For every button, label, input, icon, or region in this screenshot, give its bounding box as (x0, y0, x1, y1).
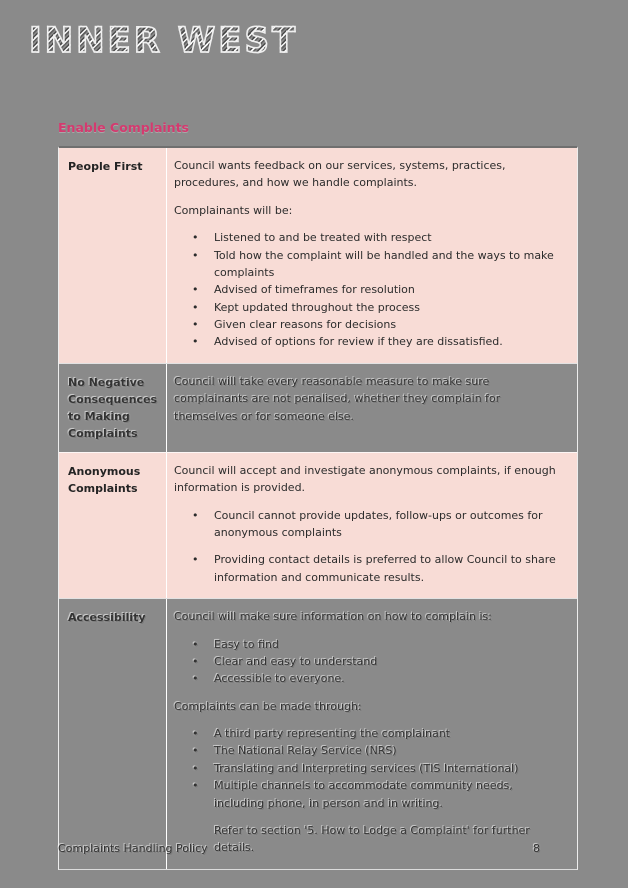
row-content (167, 453, 577, 598)
table-row-people-first (59, 148, 577, 363)
row-label: People First (59, 148, 167, 363)
page-footer (58, 842, 540, 855)
reference-note: Refer to section '5. How to Lodge a Complaint' for further details. (214, 823, 530, 855)
inner-west-logo: INNER WEST (29, 20, 299, 62)
bullet-item: • The National Relay Service (NRS) (214, 742, 565, 759)
bullet-item: • Translating and Interpreting services (TIS International) (214, 760, 565, 777)
bullet-item: • Accessible to everyone. (214, 670, 565, 687)
bullet-list (174, 507, 565, 587)
table-row-no-negative-consequences (59, 363, 577, 452)
bullet-item: • Clear and easy to understand (214, 653, 565, 670)
bullet-item: • Multiple channels to accommodate community needs, including phone, in person and in writing. (214, 777, 565, 812)
row-content (167, 364, 577, 452)
row-label: No Negative Consequences to Making Complaints (59, 364, 167, 452)
paragraph: Council will accept and investigate anonymous complaints, if enough information is provided. (174, 463, 556, 495)
paragraph: Complaints can be made through: (174, 699, 362, 713)
bullet-item: • Easy to find (214, 636, 565, 653)
eligible-complaints-table (58, 146, 578, 870)
bullet-list (174, 229, 565, 351)
paragraph: Complainants will be: (174, 203, 293, 217)
bullet-item: • Kept updated throughout the process (214, 299, 565, 316)
bullet-item: • Given clear reasons for decisions (214, 316, 565, 333)
bullet-item: • Listened to and be treated with respect (214, 229, 565, 246)
table-row-accessibility (59, 598, 577, 869)
row-label: Accessibility (59, 599, 167, 869)
bullet-item: • Told how the complaint will be handled and the ways to make complaints (214, 247, 565, 282)
bullet-item: • Advised of options for review if they are dissatisfied. (214, 333, 565, 350)
bullet-list (174, 725, 565, 812)
footer-page-number: 8 (533, 842, 540, 855)
bullet-item: • A third party representing the complainant (214, 725, 565, 742)
row-content (167, 599, 577, 869)
footer-document-title: Complaints Handling Policy (58, 842, 208, 855)
paragraph: Council will take every reasonable measure to make sure complainants are not penalised, whether they complain for themselves or for someone else. (174, 374, 501, 423)
bullet-item: • Advised of timeframes for resolution (214, 281, 565, 298)
bullet-item: • Providing contact details is preferred to allow Council to share information and communicate results. (214, 551, 565, 586)
table-row-anonymous-complaints (59, 452, 577, 598)
paragraph: Council will make sure information on how to complain is: (174, 610, 492, 624)
row-label: Anonymous Complaints (59, 453, 167, 598)
bullet-item: • Council cannot provide updates, follow-ups or outcomes for anonymous complaints (214, 507, 565, 542)
paragraph: Council wants feedback on our services, systems, practices, procedures, and how we handle complaints. (174, 159, 506, 190)
section-title: Enable Complaints (58, 120, 189, 135)
row-content (167, 148, 577, 363)
bullet-list (174, 636, 565, 688)
